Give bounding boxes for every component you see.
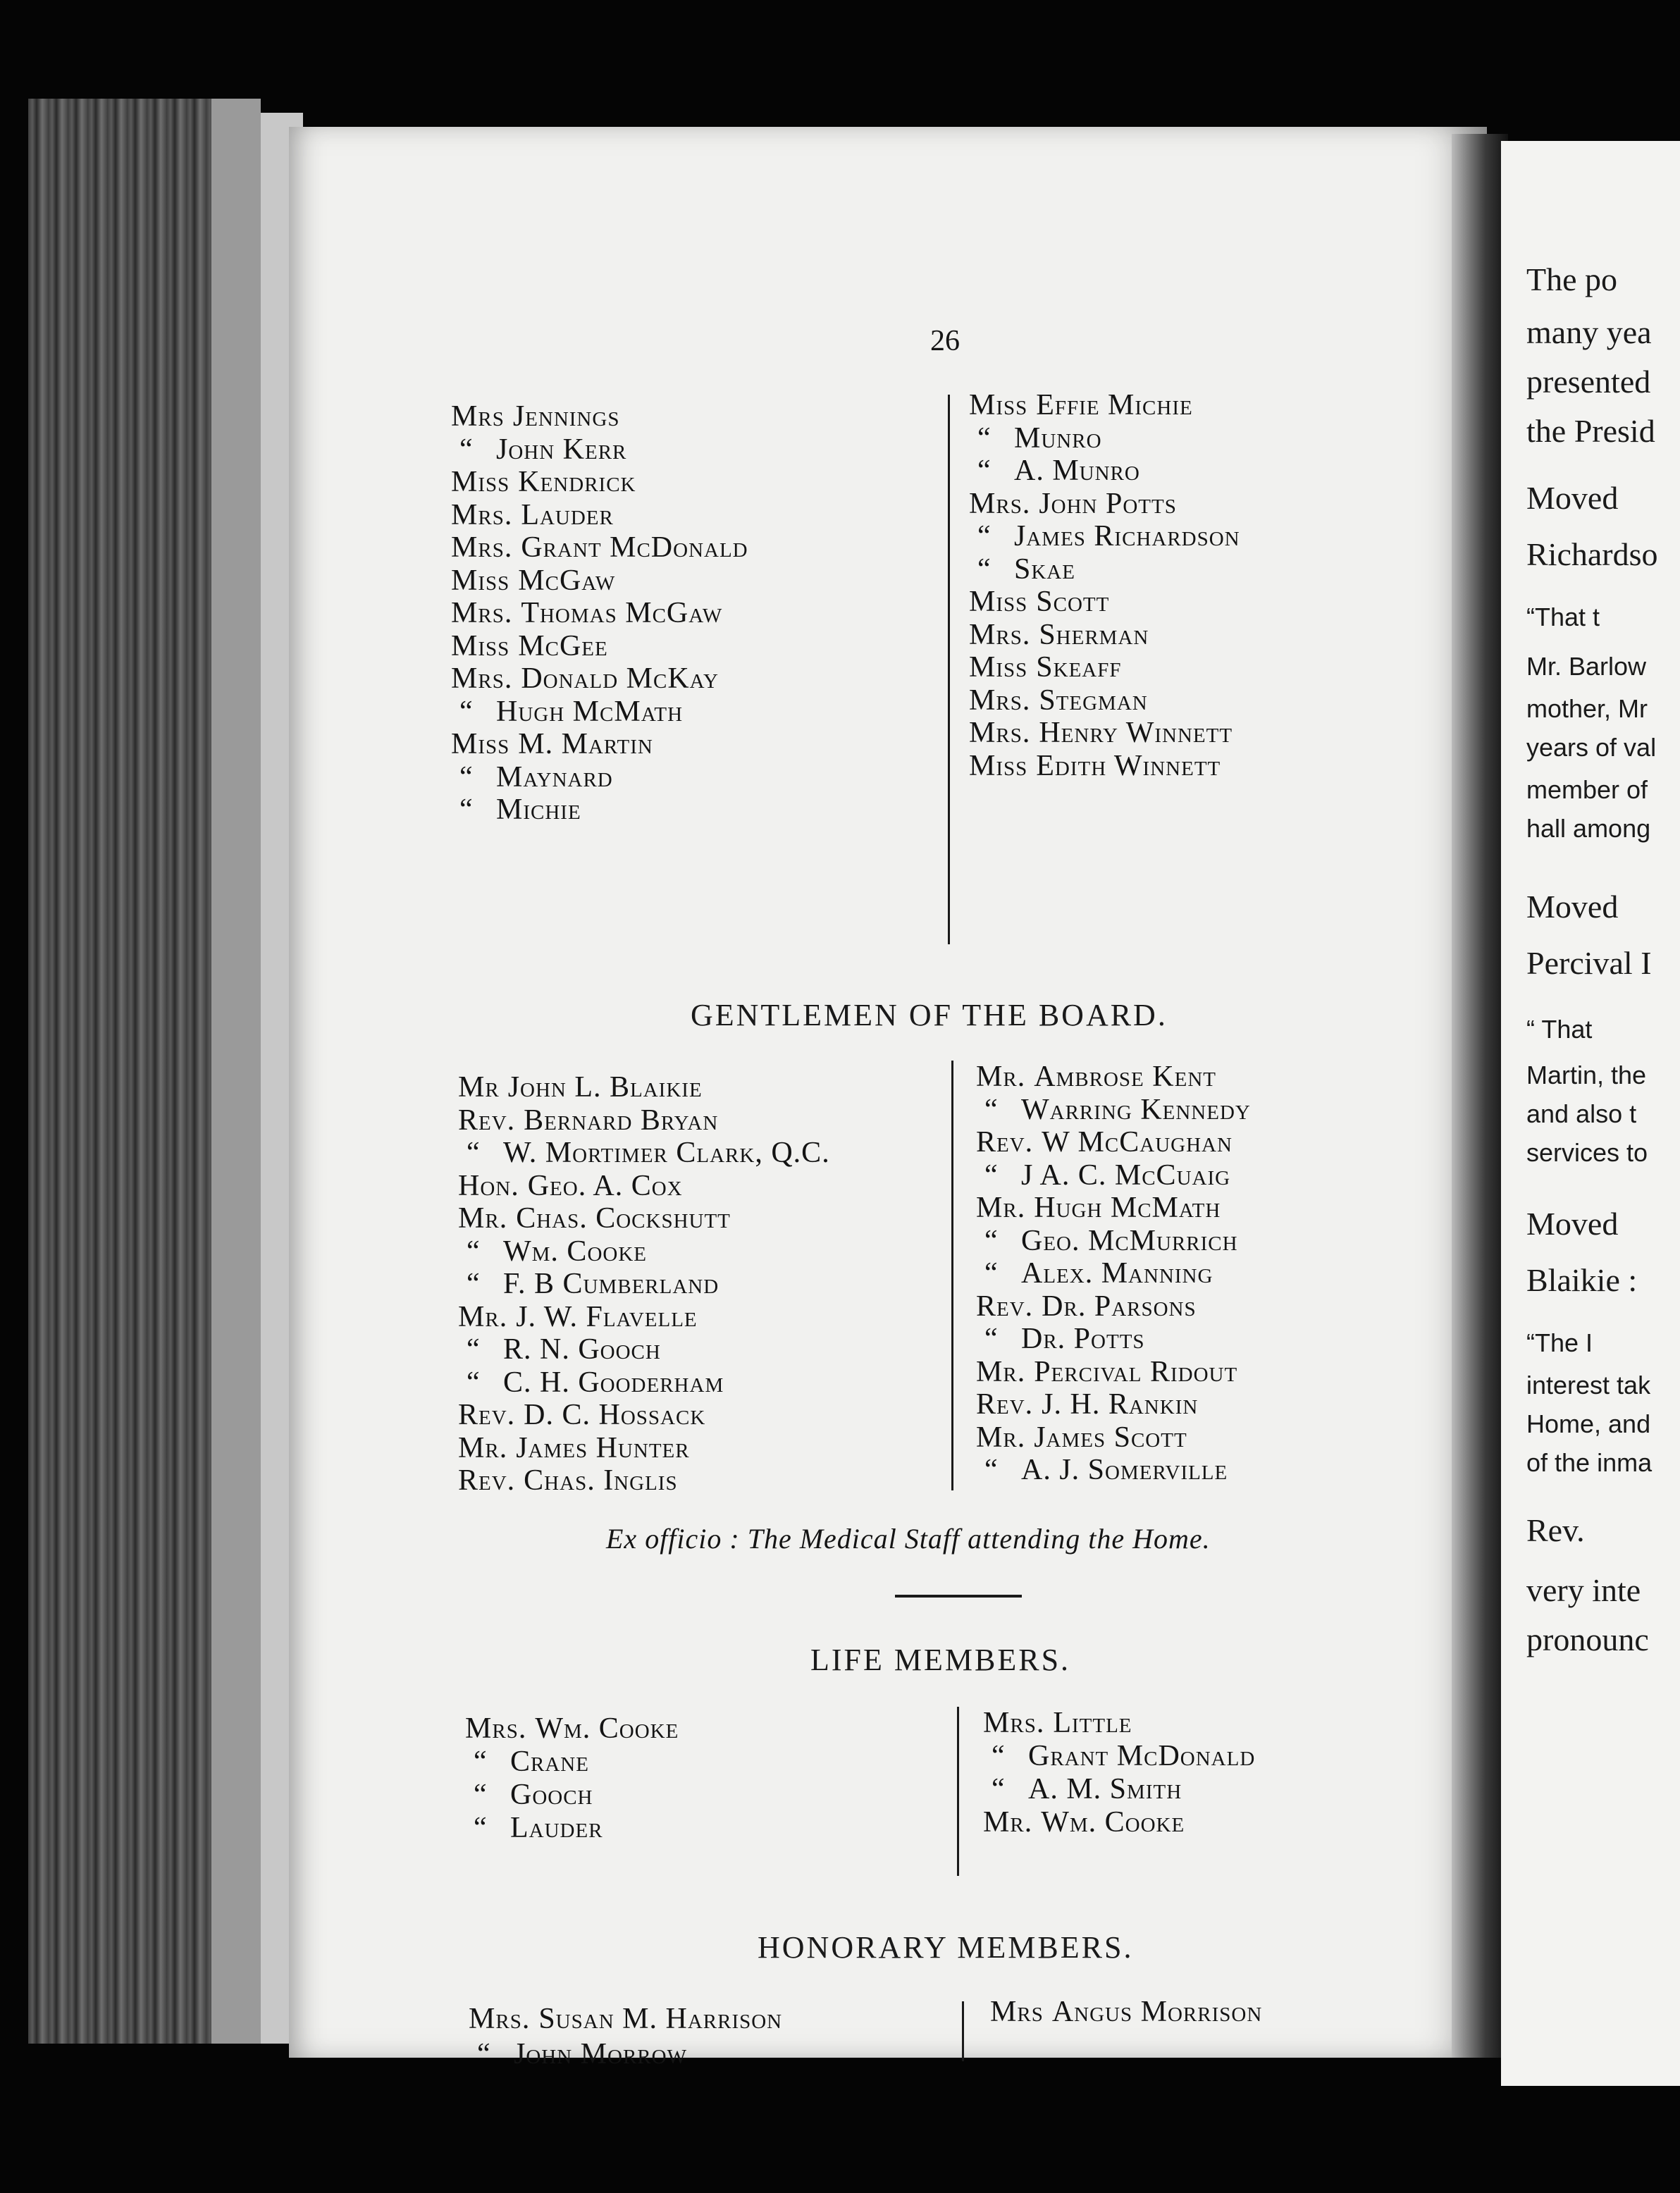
member-entry xyxy=(976,1061,1251,1094)
member-entry xyxy=(465,1812,679,1845)
member-name: Wm. Cooke xyxy=(535,1712,679,1745)
member-title: “ xyxy=(984,1323,999,1355)
member-name: R. N. Gooch xyxy=(503,1333,661,1366)
member-entry xyxy=(465,1779,679,1812)
member-title: Mrs. xyxy=(451,662,513,695)
member-entry xyxy=(990,1994,1262,2030)
member-name: Henry Winnett xyxy=(1039,717,1233,749)
facing-page-text: many yea xyxy=(1526,314,1652,350)
member-title: “ xyxy=(984,1454,999,1486)
member-name: Michie xyxy=(496,793,581,826)
member-title: Mrs. xyxy=(469,2003,531,2035)
member-entry xyxy=(458,1366,830,1400)
life-members-left-column xyxy=(465,1712,679,1845)
member-name: Scott xyxy=(1036,586,1110,618)
member-entry xyxy=(458,1399,830,1432)
page-number: 26 xyxy=(930,325,960,357)
member-name: Chas. Cockshutt xyxy=(516,1202,731,1235)
member-name: Dr. Parsons xyxy=(1042,1290,1197,1323)
member-title: “ xyxy=(977,421,992,455)
gentlemen-right-column xyxy=(976,1061,1251,1487)
member-title: Mrs. xyxy=(451,531,513,564)
member-name: Percival Ridout xyxy=(1034,1355,1238,1388)
member-title: “ xyxy=(984,1093,999,1126)
member-title: “ xyxy=(459,793,474,826)
member-name: A. Munro xyxy=(1014,455,1140,487)
member-entry xyxy=(969,684,1240,717)
member-entry xyxy=(458,1432,830,1465)
member-name: W. Mortimer Clark, Q.C. xyxy=(503,1137,830,1169)
member-entry xyxy=(458,1104,830,1137)
life-members-right-column xyxy=(983,1707,1255,1839)
member-title: Rev. xyxy=(976,1388,1034,1421)
member-name: Munro xyxy=(1014,421,1102,455)
member-entry xyxy=(969,455,1240,488)
member-name: Sherman xyxy=(1039,618,1149,651)
facing-page-text: Percival I xyxy=(1526,945,1652,981)
member-name: C. H. Gooderham xyxy=(503,1366,724,1399)
member-title: “ xyxy=(474,1812,488,1844)
member-name: Hugh McMath xyxy=(1034,1192,1221,1224)
member-title: “ xyxy=(992,1740,1006,1772)
member-title: “ xyxy=(459,433,474,466)
member-name: James Scott xyxy=(1034,1421,1187,1454)
member-title: Mrs. xyxy=(451,597,513,629)
member-title: Miss xyxy=(969,586,1028,618)
member-title: Mrs. xyxy=(465,1712,527,1745)
member-entry xyxy=(465,1712,679,1746)
member-title: “ xyxy=(984,1159,999,1192)
member-name: Skeaff xyxy=(1036,651,1122,684)
member-title: Miss xyxy=(969,749,1028,782)
member-entry xyxy=(469,2001,782,2037)
member-name: J. H. Rankin xyxy=(1042,1388,1199,1421)
facing-page-text: Martin, the xyxy=(1526,1061,1647,1089)
member-entry xyxy=(469,2037,782,2072)
member-title: Rev. xyxy=(976,1126,1034,1159)
member-entry xyxy=(451,728,748,761)
member-entry xyxy=(465,1746,679,1779)
member-title: “ xyxy=(977,552,992,586)
member-title: Miss xyxy=(969,389,1028,421)
member-entry xyxy=(969,586,1240,619)
member-title: Mrs xyxy=(990,1996,1044,2028)
member-entry xyxy=(451,696,748,729)
member-entry xyxy=(976,1126,1251,1159)
page-stack xyxy=(211,99,261,2044)
member-title: Mrs. xyxy=(969,618,1031,651)
member-name: Maynard xyxy=(496,760,613,793)
book-page xyxy=(289,127,1487,2070)
member-title: Mrs. xyxy=(969,684,1031,717)
member-name: John L. Blaikie xyxy=(507,1071,703,1104)
member-entry xyxy=(451,433,748,467)
member-title: “ xyxy=(474,1779,488,1811)
member-name: J. W. Flavelle xyxy=(516,1300,698,1333)
facing-page-text: of the inma xyxy=(1526,1448,1653,1477)
member-name: Lauder xyxy=(510,1812,603,1844)
member-entry xyxy=(969,488,1240,521)
facing-page xyxy=(1501,141,1680,2086)
facing-page-text: Moved xyxy=(1526,1206,1619,1242)
member-entry xyxy=(458,1235,830,1268)
member-name: Effie Michie xyxy=(1036,389,1193,421)
member-entry xyxy=(969,553,1240,586)
member-name: Ambrose Kent xyxy=(1034,1061,1216,1093)
member-entry xyxy=(976,1290,1251,1323)
member-title: “ xyxy=(477,2038,491,2070)
member-name: Bernard Bryan xyxy=(524,1104,719,1137)
member-title: Mrs. xyxy=(969,487,1031,520)
member-title: Miss xyxy=(451,728,510,760)
member-entry xyxy=(458,1170,830,1203)
member-name: Susan M. Harrison xyxy=(538,2003,783,2035)
section-divider-rule xyxy=(895,1595,1022,1598)
member-entry xyxy=(976,1257,1251,1290)
facing-page-text: very inte xyxy=(1526,1572,1641,1608)
member-entry xyxy=(983,1773,1255,1806)
member-name: Wm. Cooke xyxy=(1041,1806,1185,1839)
member-name: Warring Kennedy xyxy=(1021,1093,1251,1126)
member-entry xyxy=(969,750,1240,783)
member-title: “ xyxy=(474,1746,488,1778)
member-name: D. C. Hossack xyxy=(524,1399,706,1431)
member-title: Mr. xyxy=(458,1300,508,1333)
member-entry xyxy=(976,1454,1251,1487)
member-title: “ xyxy=(459,695,474,728)
facing-page-text: pronounc xyxy=(1526,1621,1649,1657)
member-title: Mr xyxy=(458,1071,500,1104)
member-name: Donald McKay xyxy=(521,662,719,695)
member-title: Mrs xyxy=(451,400,505,433)
member-entry xyxy=(458,1137,830,1170)
member-entry xyxy=(451,466,748,499)
facing-page-text: Mr. Barlow xyxy=(1526,652,1647,681)
facing-page-text: hall among xyxy=(1526,814,1651,843)
member-title: Mr. xyxy=(976,1061,1026,1093)
member-name: James Richardson xyxy=(1014,520,1240,552)
honorary-members-right-column xyxy=(990,1994,1262,2030)
member-entry xyxy=(451,564,748,598)
member-entry xyxy=(969,422,1240,455)
facing-page-text: interest tak xyxy=(1526,1371,1651,1400)
facing-page-text: “ That xyxy=(1526,1015,1593,1044)
member-entry xyxy=(451,597,748,630)
member-name: Geo. McMurrich xyxy=(1021,1224,1238,1257)
member-name: A. J. Somerville xyxy=(1021,1454,1228,1486)
member-title: “ xyxy=(467,1366,481,1399)
honorary-members-heading: HONORARY MEMBERS. xyxy=(758,1930,1134,1965)
member-name: John Morrow xyxy=(514,2038,687,2070)
member-title: Mr. xyxy=(976,1421,1026,1454)
member-name: Geo. A. Cox xyxy=(527,1169,683,1202)
member-entry xyxy=(969,651,1240,684)
member-entry xyxy=(976,1323,1251,1356)
member-name: Thomas McGaw xyxy=(521,597,723,629)
member-entry xyxy=(458,1071,830,1104)
member-name: McGee xyxy=(518,629,608,662)
column-divider xyxy=(957,1707,959,1876)
member-title: Miss xyxy=(451,564,510,597)
facing-page-text: Moved xyxy=(1526,480,1619,516)
member-entry xyxy=(976,1421,1251,1454)
member-name: Crane xyxy=(510,1746,589,1778)
member-entry xyxy=(458,1202,830,1235)
member-name: J A. C. McCuaig xyxy=(1021,1159,1231,1192)
facing-page-text: Home, and xyxy=(1526,1409,1651,1438)
member-entry xyxy=(458,1464,830,1497)
member-title: Mr. xyxy=(458,1431,508,1464)
column-divider xyxy=(951,1061,953,1490)
member-entry xyxy=(969,520,1240,553)
lady-managers-left-column xyxy=(451,400,748,827)
member-entry xyxy=(451,630,748,663)
facing-page-text: Richardso xyxy=(1526,536,1658,572)
facing-page-text: the Presid xyxy=(1526,413,1655,449)
member-title: Mr. xyxy=(458,1202,508,1235)
member-name: Dr. Potts xyxy=(1021,1323,1145,1355)
member-title: Rev. xyxy=(458,1104,516,1137)
gentlemen-heading: GENTLEMEN OF THE BOARD. xyxy=(691,998,1168,1032)
member-entry xyxy=(976,1356,1251,1389)
member-title: Mrs. xyxy=(969,717,1031,749)
facing-page-text: and also t xyxy=(1526,1099,1637,1128)
member-title: “ xyxy=(467,1235,481,1268)
member-name: Chas. Inglis xyxy=(524,1464,678,1497)
member-title: Mr. xyxy=(976,1192,1026,1224)
member-title: “ xyxy=(459,760,474,793)
member-name: McGaw xyxy=(518,564,616,597)
ex-officio-note: Ex officio : The Medical Staff attending the Home. xyxy=(606,1523,1211,1555)
book-gutter xyxy=(1452,134,1508,2058)
member-title: Mrs. xyxy=(451,498,513,531)
member-title: “ xyxy=(467,1137,481,1169)
member-title: “ xyxy=(992,1773,1006,1805)
member-name: John Kerr xyxy=(496,433,627,466)
member-title: Mr. xyxy=(983,1806,1033,1839)
facing-page-text: presented xyxy=(1526,364,1651,400)
member-entry xyxy=(969,717,1240,750)
member-title: Hon. xyxy=(458,1169,519,1202)
member-entry xyxy=(458,1268,830,1301)
member-title: Mr. xyxy=(976,1355,1026,1388)
facing-page-text: mother, Mr xyxy=(1526,694,1648,723)
member-name: Edith Winnett xyxy=(1036,749,1221,782)
member-title: Mrs. xyxy=(983,1707,1045,1739)
member-name: Skae xyxy=(1014,552,1075,586)
member-title: Rev. xyxy=(976,1290,1034,1323)
facing-page-text: years of val xyxy=(1526,733,1657,762)
member-title: Rev. xyxy=(458,1464,516,1497)
member-entry xyxy=(983,1740,1255,1773)
member-entry xyxy=(983,1806,1255,1839)
member-name: Kendrick xyxy=(518,466,636,498)
member-entry xyxy=(451,531,748,564)
member-entry xyxy=(969,619,1240,652)
member-name: A. M. Smith xyxy=(1028,1773,1182,1805)
member-title: Miss xyxy=(969,651,1028,684)
member-name: Angus Morrison xyxy=(1051,1996,1263,2028)
member-name: Lauder xyxy=(521,498,614,531)
facing-page-text: “That t xyxy=(1526,603,1600,631)
member-entry xyxy=(451,761,748,794)
member-title: Rev. xyxy=(458,1399,516,1431)
member-name: Gooch xyxy=(510,1779,593,1811)
facing-page-text: Moved xyxy=(1526,889,1619,925)
member-name: John Potts xyxy=(1039,487,1177,520)
member-entry xyxy=(976,1225,1251,1258)
member-name: Little xyxy=(1053,1707,1132,1739)
member-name: James Hunter xyxy=(516,1431,690,1464)
member-name: Wm. Cooke xyxy=(503,1235,647,1268)
facing-page-text: The po xyxy=(1526,261,1618,297)
member-name: Hugh McMath xyxy=(496,695,684,728)
member-title: Miss xyxy=(451,629,510,662)
member-title: “ xyxy=(467,1268,481,1300)
column-divider xyxy=(948,395,950,944)
member-name: Stegman xyxy=(1039,684,1148,717)
member-name: W McCaughan xyxy=(1042,1126,1233,1159)
member-title: “ xyxy=(984,1224,999,1257)
member-entry xyxy=(976,1388,1251,1421)
facing-page-text: Blaikie : xyxy=(1526,1262,1638,1298)
facing-page-text: services to xyxy=(1526,1138,1648,1167)
member-name: Grant McDonald xyxy=(1028,1740,1256,1772)
member-name: Jennings xyxy=(512,400,620,433)
member-entry xyxy=(458,1301,830,1334)
member-entry xyxy=(451,662,748,696)
facing-page-text: member of xyxy=(1526,775,1648,804)
member-name: Grant McDonald xyxy=(521,531,748,564)
member-title: “ xyxy=(977,520,992,552)
facing-page-text: Rev. xyxy=(1526,1512,1585,1548)
life-members-heading: LIFE MEMBERS. xyxy=(810,1643,1071,1677)
column-divider xyxy=(962,2001,964,2061)
member-entry xyxy=(458,1333,830,1366)
member-entry xyxy=(976,1094,1251,1127)
member-title: Miss xyxy=(451,466,510,498)
member-entry xyxy=(451,499,748,532)
member-title: “ xyxy=(977,455,992,487)
member-title: “ xyxy=(984,1257,999,1290)
member-entry xyxy=(969,389,1240,422)
member-name: F. B Cumberland xyxy=(503,1268,719,1300)
lady-managers-right-column xyxy=(969,389,1240,782)
facing-page-text: “The I xyxy=(1526,1328,1593,1357)
member-name: Alex. Manning xyxy=(1021,1257,1213,1290)
honorary-members-left-column xyxy=(469,2001,782,2072)
member-entry xyxy=(451,793,748,827)
member-entry xyxy=(451,400,748,433)
gentlemen-left-column xyxy=(458,1071,830,1497)
member-entry xyxy=(976,1192,1251,1225)
member-entry xyxy=(983,1707,1255,1740)
member-name: M. Martin xyxy=(518,728,653,760)
member-title: “ xyxy=(467,1333,481,1366)
member-entry xyxy=(976,1159,1251,1192)
